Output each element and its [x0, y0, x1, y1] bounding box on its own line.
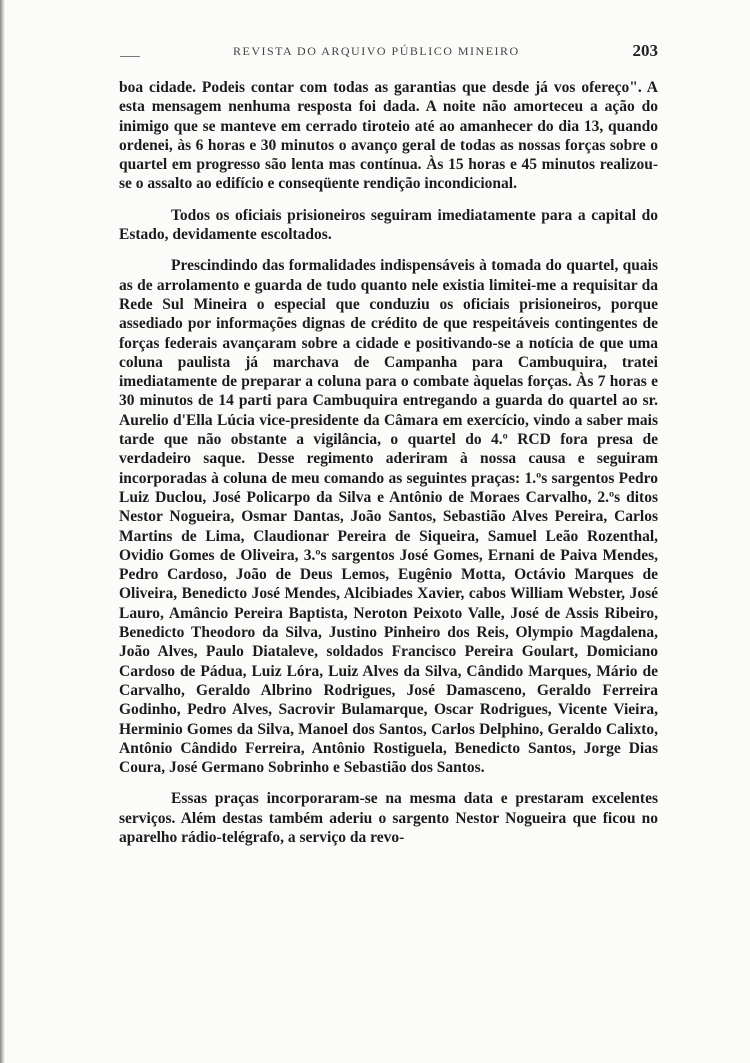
paragraph-2: Todos os oficiais prisioneiros seguiram imediatamente para a capital do Estado, devidamente escoltados.: [119, 206, 658, 244]
running-head: REVISTA DO ARQUIVO PÚBLICO MINEIRO: [233, 44, 520, 58]
paragraph-3: Prescindindo das formalidades indispensáveis à tomada do quartel, quais as de arrolamento e guarda de tudo quanto nele existia limitei-me a requisitar da Rede Sul Mineira o especial que conduziu os oficiais prisioneiros, porque assediado por informações dignas de crédito de que respeitáveis contingentes de forças federais avançaram sobre a cidade e positivando-se a notícia de que uma coluna paulista já marchava de Campanha para Cambuquira, tratei imediatamente de preparar a coluna para o combate àquelas forças. Às 7 horas e 30 minutos de 14 parti para Cambuquira entregando a guarda do quartel ao sr. Aurelio d'Ella Lúcia vice-presidente da Câmara em exercício, vindo a saber mais tarde que não obstante a vigilância, o quartel do 4.º RCD fora presa de verdadeiro saque. Desse regimento aderiram à nossa causa e seguiram incorporadas à coluna de meu comando as seguintes praças: 1.ºs sargentos Pedro Luiz Duclou, José Policarpo da Silva e Antônio de Moraes Carvalho, 2.ºs ditos Nestor Nogueira, Osmar Dantas, João Santos, Sebastião Alves Pereira, Carlos Martins de Lima, Claudionar Pereira de Siqueira, Samuel Leão Rozenthal, Ovidio Gomes de Oliveira, 3.ºs sargentos José Gomes, Ernani de Paiva Mendes, Pedro Cardoso, João de Deus Lemos, Eugênio Motta, Octávio Marques de Oliveira, Benedicto José Mendes, Alcibiades Xavier, cabos William Webster, José Lauro, Amâncio Pereira Baptista, Neroton Peixoto Valle, José de Assis Ribeiro, Benedicto Theodoro da Silva, Justino Pinheiro dos Reis, Olympio Magdalena, João Alves, Paulo Diataleve, soldados Francisco Pereira Goulart, Domiciano Cardoso de Pádua, Luiz Lóra, Luiz Alves da Silva, Cândido Marques, Mário de Carvalho, Geraldo Albrino Rodrigues, José Damasceno, Geraldo Ferreira Godinho, Pedro Alves, Sacrovir Bulamarque, Oscar Rodrigues, Vicente Vieira, Herminio Gomes da Silva, Manoel dos Santos, Carlos Delphino, Geraldo Calixto, Antônio Cândido Ferreira, Antônio Rostiguela, Benedicto Santos, Jorge Dias Coura, José Germano Sobrinho e Sebastião dos Santos.: [119, 257, 658, 777]
paragraph-1: boa cidade. Podeis contar com todas as garantias que desde já vos ofereço". A esta mensagem nenhuma resposta foi dada. A noite não amorteceu a ação do inimigo que se manteve em cerrado tiroteio até ao amanhecer do dia 13, quando ordenei, às 6 horas e 30 minutos o avanço geral de todas as nossas forças sobre o quartel em progresso são lenta mas contínua. Às 15 horas e 45 minutos realizou-se o assalto ao edifício e conseqüente rendição incondicional.: [119, 79, 658, 193]
body-text: [119, 78, 658, 847]
page-number: 203: [632, 41, 658, 60]
page-header: [120, 41, 658, 68]
page-left-edge-shadow: [0, 0, 5, 1063]
paragraph-4: Essas praças incorporaram-se na mesma data e prestaram excelentes serviços. Além destas também aderiu o sargento Nestor Nogueira que ficou no aparelho rádio-telégrafo, a serviço da revo-: [119, 790, 658, 846]
header-rule: [120, 56, 140, 57]
